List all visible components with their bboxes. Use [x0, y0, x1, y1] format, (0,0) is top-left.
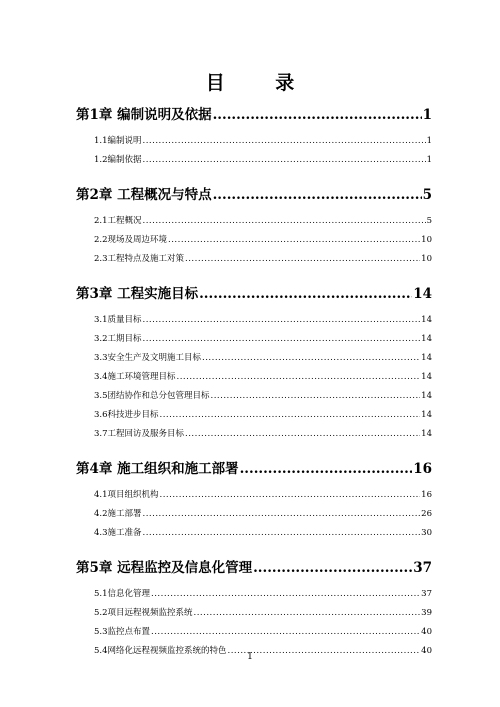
toc-section-title: 4.3施工准备: [94, 528, 142, 538]
toc-section-title: 1.2编制依据: [94, 155, 142, 165]
toc-leader-dots: [143, 524, 421, 543]
toc-section-page: 40: [421, 646, 432, 656]
toc-chapter-entry[interactable]: [76, 456, 432, 482]
toc-section-title: 3.3安全生产及文明施工目标: [94, 353, 202, 363]
toc-section-page: 1: [426, 155, 432, 165]
toc-section-page: 16: [421, 490, 432, 500]
toc-section-page: 40: [421, 627, 432, 637]
toc-leader-dots: [143, 151, 426, 170]
toc-section-page: 1: [426, 136, 432, 146]
toc-section-page: 14: [421, 429, 432, 439]
toc-section-page: 26: [421, 509, 432, 519]
toc-section-entry[interactable]: [76, 250, 432, 269]
toc-section-title: 5.1信息化管理: [94, 589, 151, 599]
toc-leader-dots: [185, 425, 420, 444]
toc-section-title: 4.2施工部署: [94, 509, 142, 519]
toc-leader-dots: [253, 555, 412, 581]
toc-section-entry[interactable]: [76, 524, 432, 543]
toc-section-entry[interactable]: [76, 132, 432, 151]
toc-section-entry[interactable]: [76, 585, 432, 604]
toc-section-page: 14: [421, 315, 432, 325]
toc-leader-dots: [143, 311, 421, 330]
toc-section-entry[interactable]: [76, 505, 432, 524]
toc-section-entry[interactable]: [76, 212, 432, 231]
toc-section-title: 3.2工期目标: [94, 334, 142, 344]
toc-leader-dots: [213, 182, 422, 208]
toc-section-entry[interactable]: [76, 330, 432, 349]
toc-section-entry[interactable]: [76, 387, 432, 406]
toc-section-entry[interactable]: [76, 604, 432, 623]
toc-section-entry[interactable]: [76, 486, 432, 505]
toc-section-title: 2.2现场及周边环境: [94, 235, 168, 245]
toc-section-title: 2.3工程特点及施工对策: [94, 254, 185, 264]
toc-section-title: 5.4网络化远程视频监控系统的特色: [94, 646, 227, 656]
toc-leader-dots: [160, 486, 421, 505]
toc-section-title: 1.1编制说明: [94, 136, 142, 146]
toc-section-title: 5.3监控点布置: [94, 627, 151, 637]
toc-leader-dots: [151, 623, 420, 642]
toc-chapter-title: 第3章 工程实施目标: [76, 286, 199, 302]
toc-chapter-page: 16: [413, 461, 432, 477]
toc-section-title: 3.6科技进步目标: [94, 410, 159, 420]
toc-section-page: 14: [421, 334, 432, 344]
toc-leader-dots: [143, 505, 421, 524]
toc-chapter-entry[interactable]: [76, 182, 432, 208]
toc-section-title: 3.4施工环境管理目标: [94, 372, 176, 382]
toc-chapter-entry[interactable]: [76, 102, 432, 128]
toc-chapter-page: 14: [413, 286, 432, 302]
toc-section-entry[interactable]: [76, 406, 432, 425]
toc-section-entry[interactable]: [76, 623, 432, 642]
toc-section-title: 4.1项目组织机构: [94, 490, 159, 500]
toc-leader-dots: [194, 604, 421, 623]
toc-section-page: 10: [421, 235, 432, 245]
toc-chapter-title: 第4章 施工组织和施工部署: [76, 461, 239, 477]
toc-section-entry[interactable]: [76, 368, 432, 387]
toc-leader-dots: [143, 212, 426, 231]
toc-section-page: 14: [421, 372, 432, 382]
toc-section-entry[interactable]: [76, 231, 432, 250]
toc-chapter-title: 第2章 工程概况与特点: [76, 187, 212, 203]
toc-section-page: 10: [421, 254, 432, 264]
toc-section-page: 14: [421, 353, 432, 363]
toc-leader-dots: [199, 281, 412, 307]
toc-leader-dots: [143, 132, 426, 151]
toc-leader-dots: [185, 250, 420, 269]
toc-leader-dots: [168, 231, 420, 250]
toc-section-entry[interactable]: [76, 425, 432, 444]
toc-leader-dots: [240, 456, 413, 482]
toc-chapter-page: 37: [413, 560, 432, 576]
toc-section-entry[interactable]: [76, 349, 432, 368]
page-title: 目 录: [205, 72, 317, 94]
toc-section-title: 5.2项目远程视频监控系统: [94, 608, 193, 618]
toc-chapter-entry[interactable]: [76, 281, 432, 307]
toc-section-title: 3.5团结协作和总分包管理目标: [94, 391, 210, 401]
toc-leader-dots: [177, 368, 421, 387]
toc-section-page: 37: [421, 589, 432, 599]
toc-chapter-title: 第5章 远程监控及信息化管理: [76, 560, 253, 576]
toc-section-page: 5: [426, 216, 432, 226]
table-of-contents: [76, 96, 432, 667]
toc-section-title: 2.1工程概况: [94, 216, 142, 226]
toc-chapter-page: 5: [422, 187, 432, 203]
toc-section-page: 14: [421, 391, 432, 401]
toc-section-title: 3.7工程回访及服务目标: [94, 429, 185, 439]
toc-chapter-page: 1: [422, 107, 432, 123]
toc-section-entry[interactable]: [76, 151, 432, 170]
toc-chapter-entry[interactable]: [76, 555, 432, 581]
toc-leader-dots: [213, 102, 422, 128]
toc-chapter-title: 第1章 编制说明及依据: [76, 107, 212, 123]
toc-leader-dots: [151, 585, 420, 604]
toc-section-page: 14: [421, 410, 432, 420]
toc-section-page: 39: [421, 608, 432, 618]
toc-section-entry[interactable]: [76, 311, 432, 330]
toc-leader-dots: [143, 330, 421, 349]
toc-leader-dots: [202, 349, 420, 368]
toc-section-title: 3.1质量目标: [94, 315, 142, 325]
page-number: 1: [247, 652, 253, 662]
toc-section-page: 30: [421, 528, 432, 538]
toc-leader-dots: [160, 406, 421, 425]
toc-leader-dots: [211, 387, 421, 406]
